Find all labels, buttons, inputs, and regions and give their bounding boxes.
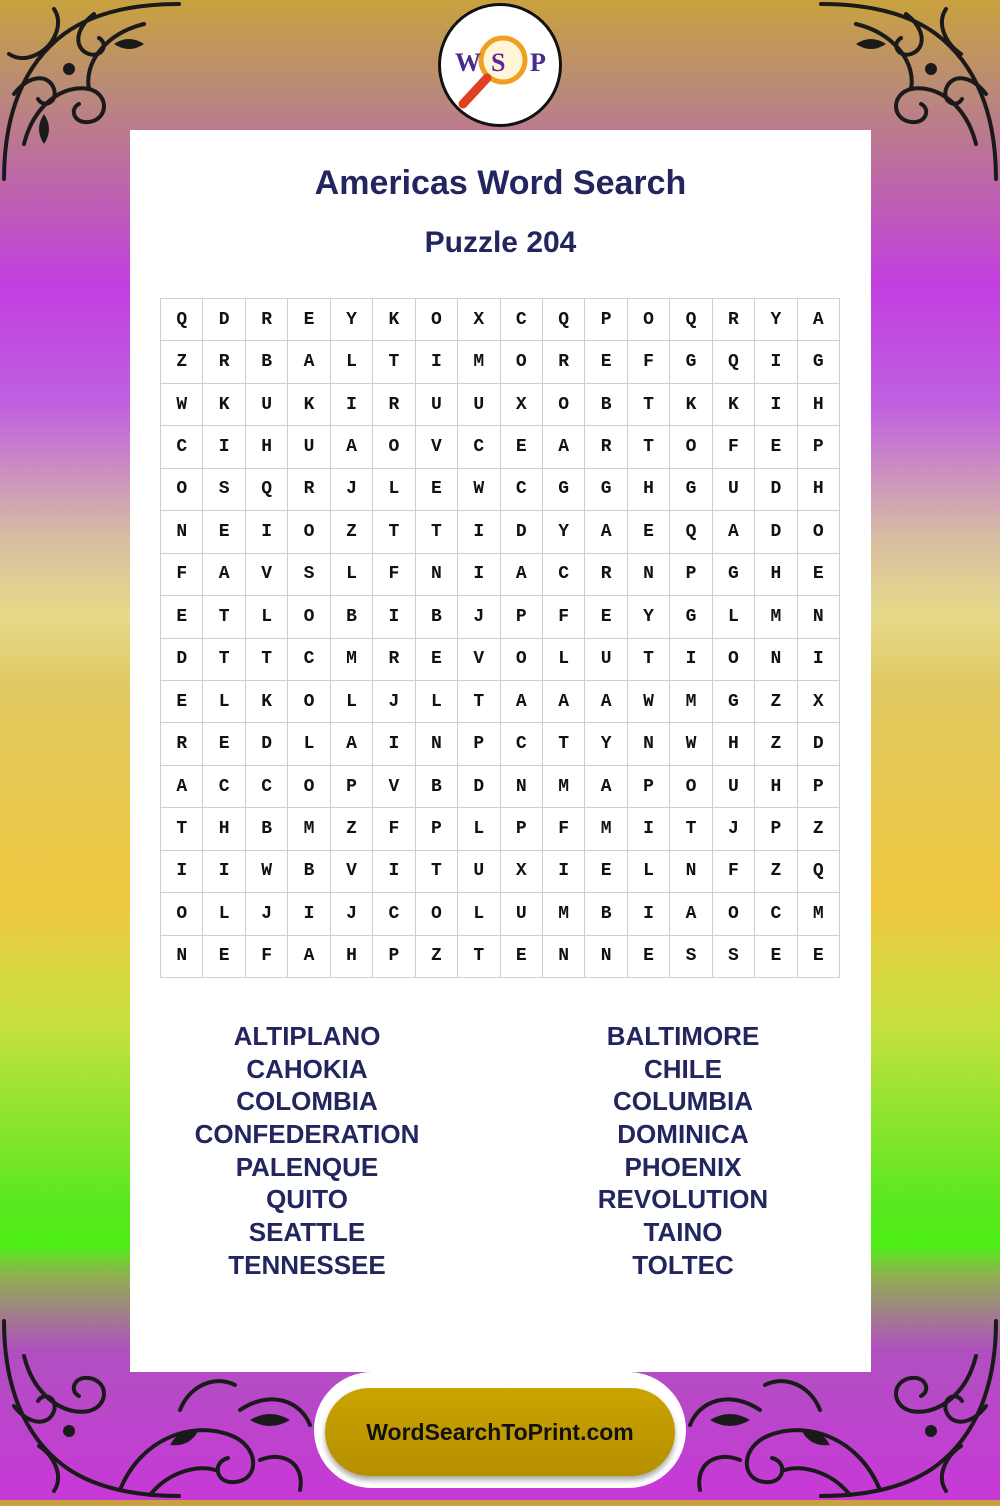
grid-cell[interactable]: L xyxy=(416,681,458,723)
grid-cell[interactable]: A xyxy=(501,554,543,596)
grid-cell[interactable]: V xyxy=(416,426,458,468)
grid-cell[interactable]: C xyxy=(501,469,543,511)
grid-cell[interactable]: E xyxy=(798,554,840,596)
grid-cell[interactable]: Y xyxy=(585,723,627,765)
word-list-item: REVOLUTION xyxy=(597,1184,769,1215)
grid-cell[interactable]: L xyxy=(203,681,245,723)
grid-cell[interactable]: P xyxy=(416,808,458,850)
website-link-text[interactable]: WordSearchToPrint.com xyxy=(366,1418,634,1445)
grid-cell[interactable]: I xyxy=(203,851,245,893)
grid-cell[interactable]: E xyxy=(755,936,797,978)
grid-cell[interactable]: P xyxy=(331,766,373,808)
grid-cell[interactable]: X xyxy=(501,384,543,426)
grid-cell[interactable]: T xyxy=(458,681,500,723)
grid-cell[interactable]: R xyxy=(161,723,203,765)
grid-cell[interactable]: Y xyxy=(755,299,797,341)
grid-cell[interactable]: I xyxy=(458,554,500,596)
grid-cell[interactable]: O xyxy=(501,639,543,681)
grid-cell[interactable]: X xyxy=(501,851,543,893)
grid-cell[interactable]: I xyxy=(203,426,245,468)
word-list-item: PHOENIX xyxy=(624,1151,742,1182)
grid-cell[interactable]: Q xyxy=(670,511,712,553)
grid-cell[interactable]: A xyxy=(288,341,330,383)
grid-cell[interactable]: U xyxy=(246,384,288,426)
grid-cell[interactable]: I xyxy=(543,851,585,893)
grid-cell[interactable]: J xyxy=(246,893,288,935)
grid-cell[interactable]: N xyxy=(798,596,840,638)
grid-cell[interactable]: J xyxy=(713,808,755,850)
grid-cell[interactable]: W xyxy=(161,384,203,426)
grid-cell[interactable]: W xyxy=(246,851,288,893)
grid-cell[interactable]: W xyxy=(458,469,500,511)
grid-cell[interactable]: F xyxy=(713,426,755,468)
logo-letter-w: W xyxy=(455,48,481,77)
grid-cell[interactable]: B xyxy=(585,384,627,426)
grid-cell[interactable]: D xyxy=(161,639,203,681)
grid-cell[interactable]: Z xyxy=(755,851,797,893)
word-list-item: CONFEDERATION xyxy=(194,1119,420,1150)
grid-cell[interactable]: T xyxy=(416,851,458,893)
grid-cell[interactable]: G xyxy=(670,341,712,383)
grid-cell[interactable]: A xyxy=(543,681,585,723)
grid-cell[interactable]: C xyxy=(203,766,245,808)
grid-cell[interactable]: O xyxy=(628,299,670,341)
grid-cell[interactable]: B xyxy=(416,596,458,638)
grid-cell[interactable]: I xyxy=(161,851,203,893)
grid-cell[interactable]: O xyxy=(288,681,330,723)
grid-cell[interactable]: L xyxy=(458,808,500,850)
grid-cell[interactable]: E xyxy=(585,341,627,383)
grid-cell[interactable]: I xyxy=(755,341,797,383)
website-button[interactable] xyxy=(325,1388,675,1476)
grid-cell[interactable]: V xyxy=(373,766,415,808)
grid-cell[interactable]: M xyxy=(670,681,712,723)
grid-cell[interactable]: O xyxy=(416,893,458,935)
grid-cell[interactable]: R xyxy=(203,341,245,383)
grid-cell[interactable]: J xyxy=(331,469,373,511)
grid-cell[interactable]: T xyxy=(543,723,585,765)
grid-cell[interactable]: P xyxy=(628,766,670,808)
grid-cell[interactable]: A xyxy=(585,511,627,553)
grid-cell[interactable]: K xyxy=(373,299,415,341)
grid-cell[interactable]: J xyxy=(458,596,500,638)
grid-cell[interactable]: E xyxy=(585,851,627,893)
grid-cell[interactable]: R xyxy=(288,469,330,511)
grid-cell[interactable]: A xyxy=(585,681,627,723)
grid-cell[interactable]: P xyxy=(798,766,840,808)
grid-cell[interactable]: H xyxy=(713,723,755,765)
grid-cell[interactable]: I xyxy=(798,639,840,681)
grid-cell[interactable]: F xyxy=(543,596,585,638)
grid-cell[interactable]: N xyxy=(585,936,627,978)
grid-cell[interactable]: P xyxy=(798,426,840,468)
site-logo xyxy=(438,3,562,127)
grid-cell[interactable]: W xyxy=(628,681,670,723)
grid-cell[interactable]: Z xyxy=(161,341,203,383)
grid-cell[interactable]: B xyxy=(288,851,330,893)
grid-cell[interactable]: M xyxy=(543,893,585,935)
grid-cell[interactable]: P xyxy=(670,554,712,596)
grid-cell[interactable]: N xyxy=(670,851,712,893)
grid-cell[interactable]: A xyxy=(585,766,627,808)
grid-cell[interactable]: E xyxy=(628,936,670,978)
grid-cell[interactable]: E xyxy=(585,596,627,638)
grid-cell[interactable]: I xyxy=(628,893,670,935)
grid-cell[interactable]: A xyxy=(331,426,373,468)
puzzle-card xyxy=(130,130,871,1372)
grid-cell[interactable]: M xyxy=(585,808,627,850)
grid-cell[interactable]: U xyxy=(713,469,755,511)
grid-cell[interactable]: N xyxy=(628,723,670,765)
grid-cell[interactable]: M xyxy=(331,639,373,681)
grid-cell[interactable]: O xyxy=(798,511,840,553)
grid-cell[interactable]: Q xyxy=(543,299,585,341)
grid-cell[interactable]: G xyxy=(543,469,585,511)
grid-cell[interactable]: E xyxy=(501,936,543,978)
grid-cell[interactable]: J xyxy=(373,681,415,723)
grid-cell[interactable]: A xyxy=(161,766,203,808)
word-list-item: PALENQUE xyxy=(235,1151,379,1182)
grid-cell[interactable]: O xyxy=(161,893,203,935)
grid-cell[interactable]: A xyxy=(501,681,543,723)
grid-cell[interactable]: V xyxy=(246,554,288,596)
grid-cell[interactable]: I xyxy=(628,808,670,850)
grid-cell[interactable]: O xyxy=(416,299,458,341)
grid-cell[interactable]: F xyxy=(713,851,755,893)
grid-cell[interactable]: U xyxy=(585,639,627,681)
grid-cell[interactable]: D xyxy=(203,299,245,341)
grid-cell[interactable]: Z xyxy=(416,936,458,978)
grid-cell[interactable]: L xyxy=(458,893,500,935)
grid-cell[interactable]: M xyxy=(458,341,500,383)
grid-cell[interactable]: I xyxy=(373,596,415,638)
grid-cell[interactable]: R xyxy=(713,299,755,341)
ornament-bottom-left-scroll xyxy=(0,1350,340,1500)
word-list-left xyxy=(127,1020,487,1282)
grid-cell[interactable]: Z xyxy=(331,808,373,850)
ornament-bottom-right-scroll xyxy=(660,1350,1000,1500)
word-list-item: BALTIMORE xyxy=(606,1021,760,1051)
word-list-item: DOMINICA xyxy=(617,1119,749,1150)
grid-cell[interactable]: N xyxy=(755,639,797,681)
page-title: Americas Word Search xyxy=(314,164,687,202)
grid-cell[interactable]: T xyxy=(161,808,203,850)
grid-cell[interactable]: Y xyxy=(331,299,373,341)
grid-cell[interactable]: H xyxy=(798,469,840,511)
grid-cell[interactable]: D xyxy=(458,766,500,808)
grid-cell[interactable]: M xyxy=(543,766,585,808)
grid-cell[interactable]: F xyxy=(246,936,288,978)
letter-grid xyxy=(160,298,840,978)
grid-cell[interactable]: H xyxy=(798,384,840,426)
grid-cell[interactable]: T xyxy=(373,341,415,383)
grid-cell[interactable]: L xyxy=(713,596,755,638)
word-list-item: ALTIPLANO xyxy=(233,1021,381,1051)
grid-cell[interactable]: N xyxy=(543,936,585,978)
grid-cell[interactable]: N xyxy=(501,766,543,808)
grid-cell[interactable]: W xyxy=(670,723,712,765)
logo-letter-p: P xyxy=(530,48,546,77)
grid-cell[interactable]: E xyxy=(203,723,245,765)
grid-cell[interactable]: G xyxy=(670,469,712,511)
grid-cell[interactable]: D xyxy=(501,511,543,553)
grid-cell[interactable]: C xyxy=(288,639,330,681)
grid-cell[interactable]: T xyxy=(628,426,670,468)
grid-cell[interactable]: E xyxy=(203,511,245,553)
grid-cell[interactable]: I xyxy=(288,893,330,935)
website-banner xyxy=(314,1372,686,1488)
grid-cell[interactable]: B xyxy=(416,766,458,808)
grid-cell[interactable]: E xyxy=(416,469,458,511)
grid-cell[interactable]: S xyxy=(670,936,712,978)
grid-cell[interactable]: O xyxy=(161,469,203,511)
grid-cell[interactable]: J xyxy=(331,893,373,935)
grid-cell[interactable]: G xyxy=(713,554,755,596)
grid-cell[interactable]: G xyxy=(585,469,627,511)
grid-cell[interactable]: Z xyxy=(331,511,373,553)
grid-cell[interactable]: X xyxy=(458,299,500,341)
grid-cell[interactable]: D xyxy=(246,723,288,765)
grid-cell[interactable]: Z xyxy=(798,808,840,850)
grid-cell[interactable]: E xyxy=(161,596,203,638)
grid-cell[interactable]: K xyxy=(203,384,245,426)
grid-cell[interactable]: N xyxy=(628,554,670,596)
grid-cell[interactable]: B xyxy=(331,596,373,638)
word-list-item: QUITO xyxy=(266,1184,348,1215)
grid-cell[interactable]: T xyxy=(628,639,670,681)
grid-cell[interactable]: Z xyxy=(755,681,797,723)
grid-cell[interactable]: O xyxy=(501,341,543,383)
grid-cell[interactable]: I xyxy=(246,511,288,553)
grid-cell[interactable]: H xyxy=(203,808,245,850)
grid-cell[interactable]: H xyxy=(628,469,670,511)
grid-cell[interactable]: E xyxy=(203,936,245,978)
word-list-item: CAHOKIA xyxy=(246,1053,368,1084)
word-list-item: COLOMBIA xyxy=(236,1086,378,1117)
grid-cell[interactable]: A xyxy=(713,511,755,553)
grid-cell[interactable]: A xyxy=(798,299,840,341)
grid-cell[interactable]: I xyxy=(373,723,415,765)
grid-cell[interactable]: T xyxy=(203,639,245,681)
grid-cell[interactable]: B xyxy=(246,808,288,850)
grid-cell[interactable]: L xyxy=(373,469,415,511)
grid-cell[interactable]: Y xyxy=(543,511,585,553)
grid-cell[interactable]: V xyxy=(331,851,373,893)
grid-cell[interactable]: T xyxy=(203,596,245,638)
puzzle-number: Puzzle 204 xyxy=(424,226,577,259)
grid-cell[interactable]: P xyxy=(501,808,543,850)
grid-cell[interactable]: U xyxy=(288,426,330,468)
grid-cell[interactable]: R xyxy=(543,341,585,383)
grid-cell[interactable]: F xyxy=(373,808,415,850)
grid-cell[interactable]: T xyxy=(628,384,670,426)
grid-cell[interactable]: R xyxy=(373,639,415,681)
word-list-item: TENNESSEE xyxy=(228,1249,386,1280)
grid-cell[interactable]: E xyxy=(628,511,670,553)
grid-cell[interactable]: D xyxy=(755,511,797,553)
grid-cell[interactable]: T xyxy=(373,511,415,553)
grid-cell[interactable]: L xyxy=(331,554,373,596)
grid-cell[interactable]: N xyxy=(161,936,203,978)
grid-cell[interactable]: T xyxy=(246,639,288,681)
grid-cell[interactable]: I xyxy=(331,384,373,426)
grid-cell[interactable]: N xyxy=(416,554,458,596)
grid-cell[interactable]: E xyxy=(161,681,203,723)
grid-cell[interactable]: C xyxy=(458,426,500,468)
grid-cell[interactable]: A xyxy=(288,936,330,978)
grid-cell[interactable]: N xyxy=(416,723,458,765)
grid-cell[interactable]: T xyxy=(458,936,500,978)
grid-cell[interactable]: K xyxy=(713,384,755,426)
grid-cell[interactable]: T xyxy=(416,511,458,553)
grid-cell[interactable]: N xyxy=(161,511,203,553)
grid-cell[interactable]: H xyxy=(755,766,797,808)
grid-cell[interactable]: L xyxy=(543,639,585,681)
grid-cell[interactable]: B xyxy=(585,893,627,935)
grid-cell[interactable]: P xyxy=(458,723,500,765)
grid-cell[interactable]: X xyxy=(798,681,840,723)
grid-cell[interactable]: P xyxy=(501,596,543,638)
grid-cell[interactable]: P xyxy=(585,299,627,341)
grid-cell[interactable]: U xyxy=(416,384,458,426)
grid-cell[interactable]: O xyxy=(670,426,712,468)
grid-cell[interactable]: U xyxy=(713,766,755,808)
grid-cell[interactable]: E xyxy=(755,426,797,468)
word-list-item: TAINO xyxy=(643,1217,723,1248)
grid-cell[interactable]: P xyxy=(755,808,797,850)
grid-cell[interactable]: K xyxy=(246,681,288,723)
grid-cell[interactable]: M xyxy=(288,808,330,850)
grid-cell[interactable]: G xyxy=(798,341,840,383)
grid-cell[interactable]: E xyxy=(416,639,458,681)
grid-cell[interactable]: I xyxy=(755,384,797,426)
grid-cell[interactable]: A xyxy=(331,723,373,765)
grid-cell[interactable]: R xyxy=(585,554,627,596)
grid-cell[interactable]: T xyxy=(670,808,712,850)
grid-cell[interactable]: C xyxy=(373,893,415,935)
grid-cell[interactable]: C xyxy=(161,426,203,468)
grid-cell[interactable]: R xyxy=(585,426,627,468)
grid-cell[interactable]: Q xyxy=(246,469,288,511)
grid-cell[interactable]: Y xyxy=(628,596,670,638)
grid-cell[interactable]: O xyxy=(288,511,330,553)
grid-cell[interactable]: O xyxy=(543,384,585,426)
grid-cell[interactable]: O xyxy=(288,766,330,808)
word-list-item: CHILE xyxy=(644,1053,722,1084)
grid-cell[interactable]: M xyxy=(798,893,840,935)
grid-cell[interactable]: O xyxy=(713,893,755,935)
grid-cell[interactable]: H xyxy=(331,936,373,978)
word-list-right xyxy=(503,1020,863,1282)
grid-cell[interactable]: E xyxy=(798,936,840,978)
grid-cell[interactable]: H xyxy=(755,554,797,596)
grid-cell[interactable]: Z xyxy=(755,723,797,765)
grid-cell[interactable]: U xyxy=(458,851,500,893)
grid-cell[interactable]: B xyxy=(246,341,288,383)
grid-cell[interactable]: L xyxy=(331,341,373,383)
grid-cell[interactable]: C xyxy=(246,766,288,808)
grid-cell[interactable]: D xyxy=(798,723,840,765)
grid-cell[interactable]: L xyxy=(246,596,288,638)
grid-cell[interactable]: S xyxy=(203,469,245,511)
grid-cell[interactable]: R xyxy=(246,299,288,341)
grid-cell[interactable]: Q xyxy=(161,299,203,341)
grid-cell[interactable]: L xyxy=(331,681,373,723)
grid-cell[interactable]: Q xyxy=(798,851,840,893)
grid-cell[interactable]: G xyxy=(713,681,755,723)
grid-cell[interactable]: P xyxy=(373,936,415,978)
grid-cell[interactable]: A xyxy=(670,893,712,935)
grid-cell[interactable]: F xyxy=(628,341,670,383)
grid-cell[interactable]: O xyxy=(670,766,712,808)
grid-cell[interactable]: R xyxy=(373,384,415,426)
grid-cell[interactable]: A xyxy=(203,554,245,596)
grid-cell[interactable]: K xyxy=(288,384,330,426)
grid-cell[interactable]: V xyxy=(458,639,500,681)
logo-letter-s: S xyxy=(491,48,506,77)
grid-cell[interactable]: Q xyxy=(670,299,712,341)
grid-cell[interactable]: F xyxy=(161,554,203,596)
grid-cell[interactable]: O xyxy=(373,426,415,468)
grid-cell[interactable]: I xyxy=(458,511,500,553)
grid-cell[interactable]: O xyxy=(288,596,330,638)
grid-cell[interactable]: C xyxy=(543,554,585,596)
grid-cell[interactable]: O xyxy=(713,639,755,681)
grid-cell[interactable]: E xyxy=(288,299,330,341)
grid-cell[interactable]: F xyxy=(543,808,585,850)
grid-cell[interactable]: M xyxy=(755,596,797,638)
word-list-item: TOLTEC xyxy=(632,1249,734,1280)
grid-cell[interactable]: S xyxy=(713,936,755,978)
grid-cell[interactable]: I xyxy=(373,851,415,893)
grid-cell[interactable]: U xyxy=(458,384,500,426)
grid-cell[interactable]: I xyxy=(670,639,712,681)
grid-cell[interactable]: C xyxy=(755,893,797,935)
grid-cell[interactable]: F xyxy=(373,554,415,596)
word-list-item: SEATTLE xyxy=(248,1217,366,1248)
grid-cell[interactable]: U xyxy=(501,893,543,935)
grid-cell[interactable]: L xyxy=(203,893,245,935)
grid-cell[interactable]: C xyxy=(501,723,543,765)
grid-cell[interactable]: K xyxy=(670,384,712,426)
grid-cell[interactable]: E xyxy=(501,426,543,468)
grid-cell[interactable]: G xyxy=(670,596,712,638)
word-list-item: COLUMBIA xyxy=(612,1086,754,1117)
grid-cell[interactable]: L xyxy=(288,723,330,765)
grid-cell[interactable]: H xyxy=(246,426,288,468)
grid-cell[interactable]: Q xyxy=(713,341,755,383)
grid-cell[interactable]: A xyxy=(543,426,585,468)
grid-cell[interactable]: D xyxy=(755,469,797,511)
grid-cell[interactable]: L xyxy=(628,851,670,893)
grid-cell[interactable]: I xyxy=(416,341,458,383)
grid-cell[interactable]: S xyxy=(288,554,330,596)
grid-cell[interactable]: C xyxy=(501,299,543,341)
